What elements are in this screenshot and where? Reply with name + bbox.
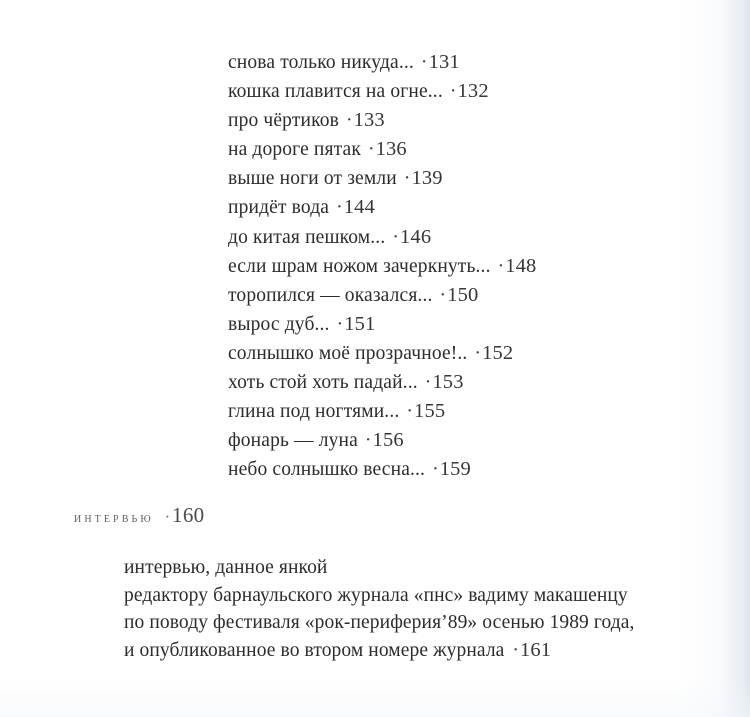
toc-entry-page-number: 155 [414,400,446,423]
section-heading-page-number: 160 [172,503,205,527]
toc-entry[interactable] [228,455,536,484]
toc-entry[interactable] [228,106,536,135]
toc-entry-separator: · [420,52,428,73]
toc-entry-separator: · [336,197,343,219]
toc-entry-page-number: 152 [482,341,514,364]
toc-entry-separator: · [424,372,432,394]
toc-entry-title: про чёртиков [228,110,339,132]
toc-entry-separator: · [336,313,344,335]
toc-entry-page-number: 139 [411,167,443,190]
toc-entry-page-number: 156 [372,429,404,452]
toc-entry-separator: · [497,255,505,277]
section-heading [74,503,204,528]
toc-entry-title: солнышко моё прозрачное!.. [228,342,468,364]
toc-entry-separator: · [432,459,439,481]
toc-entry[interactable] [228,48,536,77]
toc-entry-separator: · [392,226,400,248]
toc-entry-separator: · [367,139,375,161]
toc-entry-page-number: 153 [432,371,464,394]
toc-entry[interactable] [228,252,536,281]
toc-entry[interactable] [228,368,536,397]
toc-entry[interactable] [228,426,536,455]
toc-entry[interactable] [228,339,536,368]
toc-entry-title: если шрам ножом зачеркнуть... [228,255,491,277]
toc-entry[interactable] [228,310,536,339]
toc-entry[interactable] [228,281,536,310]
toc-entry[interactable] [228,223,536,252]
toc-entry-page-number: 150 [447,283,479,306]
section-heading-label: интервью [74,510,154,526]
toc-entry-page-number: 151 [344,312,376,335]
toc-entry-separator: · [439,284,447,306]
description-line-text: интервью, данное янкой [124,557,328,578]
toc-entry-title: фонарь — луна [228,430,358,452]
scan-edge-shading-bottom [0,677,750,717]
toc-entry[interactable] [228,164,536,193]
description-line-text: редактору барнаульского журнала «пнс» вадиму макашенцу [124,584,628,606]
toc-entry-page-number: 148 [505,254,537,277]
section-heading-separator: · [164,509,171,526]
description-line [124,609,694,637]
description-line [124,554,694,582]
toc-entry-separator: · [449,81,457,103]
toc-entry-title: снова только никуда... [228,52,414,73]
description-line [124,582,694,610]
toc-entry[interactable] [228,193,536,222]
toc-entry-page-number: 136 [375,138,407,161]
toc-entry[interactable] [228,135,536,164]
toc-entry-title: хоть стой хоть падай... [228,372,418,394]
toc-entry-title: кошка плавится на огне... [228,81,443,103]
toc-entry-page-number: 159 [439,458,471,481]
toc-entry-page-number: 131 [428,51,460,73]
toc-entry-page-number: 133 [353,109,385,132]
toc-entry-title: придёт вода [228,197,330,219]
description-page-separator: · [512,639,520,661]
toc-entry-title: на дороге пятак [228,139,361,161]
description-page-number: 161 [520,638,552,661]
description-line-text: и опубликованное во втором номере журнала [124,639,505,661]
toc-entry[interactable] [228,77,536,106]
toc-entry-title: глина под ногтями... [228,401,400,423]
description-line [124,637,694,665]
table-of-contents-list [228,48,536,484]
toc-entry-separator: · [345,110,353,132]
toc-entry-page-number: 146 [400,225,432,248]
toc-entry-title: торопился — оказался... [228,284,433,306]
toc-entry-separator: · [403,168,411,190]
section-description [124,554,694,664]
toc-entry-title: выше ноги от земли [228,168,397,190]
toc-entry-title: небо солнышко весна... [228,459,426,481]
toc-entry-title: до китая пешком... [228,226,386,248]
toc-entry-page-number: 132 [457,80,489,103]
toc-entry[interactable] [228,397,536,426]
description-line-text: по поводу фестиваля «рок-периферия’89» осенью 1989 года, [124,612,635,634]
toc-entry-separator: · [406,401,414,423]
toc-entry-title: вырос дуб... [228,313,330,335]
toc-entry-separator: · [364,430,372,452]
toc-entry-separator: · [474,342,482,364]
toc-entry-page-number: 144 [343,196,375,219]
